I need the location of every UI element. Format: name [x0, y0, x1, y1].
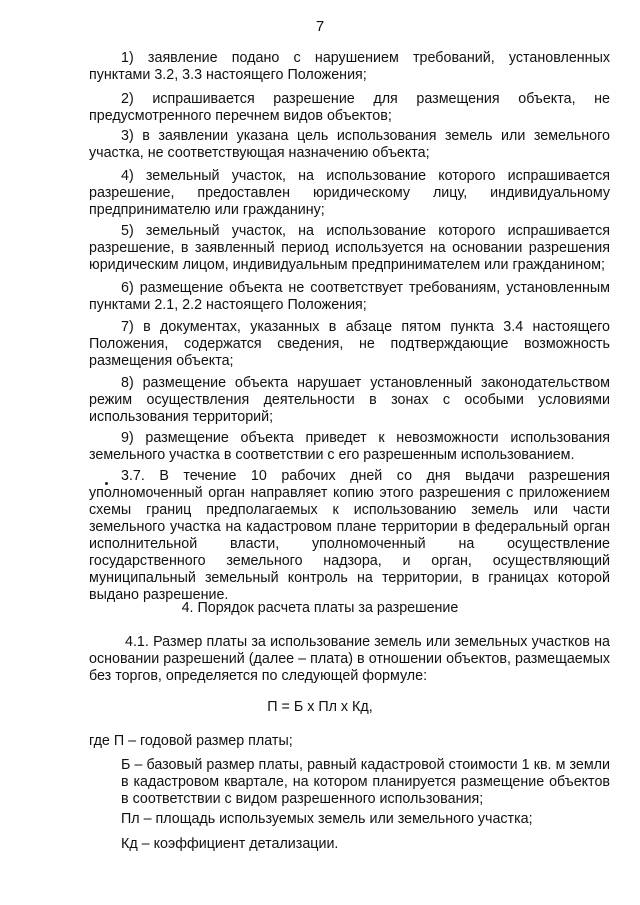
list-item: 1) заявление подано с нарушением требований, установленных пунктами 3.2, 3.3 настоящего Положения;	[89, 50, 610, 83]
list-item: 4) земельный участок, на использование которого испрашивается разрешение, предоставлен юридическому лицу, индивидуальному предпринимателю или гражданину;	[89, 168, 610, 218]
list-item: 7) в документах, указанных в абзаце пятом пункта 3.4 настоящего Положения, содержатся сведения, не подтверждающие возможность размещения объекта;	[89, 319, 610, 369]
definition-b: Б – базовый размер платы, равный кадастровой стоимости 1 кв. м земли в кадастровом квартале, на котором планируется размещение объектов в соответствии с видом разрешенного использования;	[121, 757, 610, 807]
list-item: 2) испрашивается разрешение для размещения объекта, не предусмотренного перечнем видов объектов;	[89, 91, 610, 124]
where-line: где П – годовой размер платы;	[89, 733, 293, 749]
list-item: 3) в заявлении указана цель использования земель или земельного участка, не соответствующая назначению объекта;	[89, 128, 610, 161]
definition-kd: Кд – коэффициент детализации.	[121, 836, 339, 852]
definition-pl: Пл – площадь используемых земель или земельного участка;	[121, 811, 533, 827]
clause-3-7: 3.7. В течение 10 рабочих дней со дня выдачи разрешения уполномоченный орган направляет копию этого разрешения с приложением схемы границ предполагаемых к использованию земель или части земельного участка на кадастровом плане территории в федеральный орган исполнительной власти, уполномоченный на осуществление государственного земельного надзора, и орган, осуществляющий муниципальный земельный контроль на территории, в границах которой выдано разрешение.	[89, 468, 610, 603]
formula: П = Б х Пл х Кд,	[267, 699, 373, 715]
list-item: 5) земельный участок, на использование которого испрашивается разрешение, в заявленный период используется на основании разрешения юридическим лицом, индивидуальным предпринимателем или гражданином;	[89, 223, 610, 273]
page-number: 7	[315, 18, 325, 35]
list-item: 6) размещение объекта не соответствует требованиям, установленным пунктами 2.1, 2.2 настоящего Положения;	[89, 280, 610, 313]
section-heading: 4. Порядок расчета платы за разрешение	[181, 600, 459, 616]
list-item: 8) размещение объекта нарушает установленный законодательством режим осуществления деятельности в зонах с особыми условиями использования территорий;	[89, 375, 610, 425]
clause-4-1: 4.1. Размер платы за использование земель или земельных участков на основании разрешений (далее – плата) в отношении объектов, размещаемых без торгов, определяется по следующей формуле:	[89, 634, 610, 684]
list-item: 9) размещение объекта приведет к невозможности использования земельного участка в соответствии с его разрешенным использованием.	[89, 430, 610, 463]
